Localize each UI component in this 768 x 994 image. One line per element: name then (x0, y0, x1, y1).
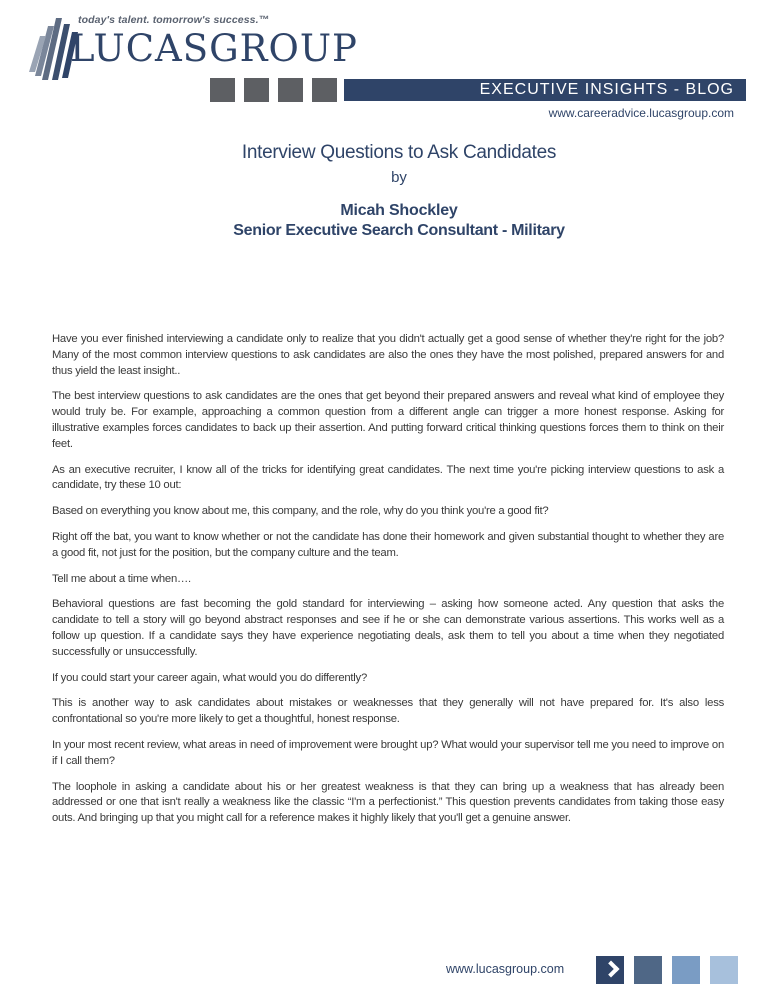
question-heading: Based on everything you know about me, this company, and the role, why do you think you're a good fit? (52, 505, 549, 518)
footer-block (634, 956, 662, 984)
author-name: Micah Shockley (340, 202, 458, 219)
decorative-square (244, 78, 269, 102)
brand-name: LUCASGROUP (70, 27, 358, 70)
paragraph: This is another way to ask candidates about mistakes or weaknesses that they generally will not have prepared for. It's also less confrontational so you're more likely to get a thoughtful, honest response. (52, 697, 724, 726)
paragraph: The best interview questions to ask candidates are the ones that get beyond their prepared answers and reveal what kind of employee they would truly be. For example, approaching a common question from a different angle can trigger a more honest response. Asking for illustrative examples forces candidates to back up their assertion. And putting forward critical thinking questions forces them to think on their feet. (52, 390, 724, 450)
lucas-group-logo (24, 12, 358, 86)
author-role: Senior Executive Search Consultant - Military (233, 222, 565, 239)
paragraph: Behavioral questions are fast becoming the gold standard for interviewing – asking how someone acted. Any question that asks the candidate to tell a story will go beyond abstract responses and see if he or she can demonstrate various assertions. This works well as a follow up question. If a candidate says they have experience negotiating deals, ask them to tell you about a time when they negotiated successfully or unsuccessfully. (52, 598, 724, 658)
article-body (52, 332, 724, 837)
executive-insights-banner: EXECUTIVE INSIGHTS - BLOG (344, 79, 746, 101)
decorative-square (312, 78, 337, 102)
question-heading: Tell me about a time when…. (52, 572, 191, 585)
decorative-square (210, 78, 235, 102)
decorative-square (278, 78, 303, 102)
footer-color-blocks (596, 956, 738, 984)
footer-website-link[interactable]: www.lucasgroup.com (446, 962, 565, 976)
document-title: Interview Questions to Ask Candidates (241, 142, 557, 163)
paragraph: Right off the bat, you want to know whether or not the candidate has done their homework and given substantial thought to whether they are a good fit, not just for the position, but the company culture and the team. (52, 530, 724, 559)
tagline: today's talent. tomorrow's success.™ (78, 14, 270, 26)
question-heading: If you could start your career again, what would you do differently? (52, 671, 367, 684)
title-block (0, 142, 768, 240)
question-heading: In your most recent review, what areas in need of improvement were brought up? What would your supervisor tell me you need to improve on if I call them? (52, 738, 724, 767)
paragraph: As an executive recruiter, I know all of the tricks for identifying great candidates. The next time you're picking interview questions to ask a candidate, try these 10 out: (52, 463, 724, 492)
footer-block (710, 956, 738, 984)
chevron-right-icon (596, 956, 624, 984)
footer-block (672, 956, 700, 984)
blog-url-link[interactable]: www.careeradvice.lucasgroup.com (548, 106, 734, 120)
paragraph: The loophole in asking a candidate about his or her greatest weakness is that they can bring up a weakness that has already been addressed or one that isn't really a weakness like the classic “I'm a perfectionist.” This question prevents candidates from taking those easy outs. And bringing up that you might call for a reference makes it highly likely that you'll get a genuine answer. (52, 780, 724, 825)
decorative-squares (210, 78, 337, 102)
byline-by: by (391, 169, 407, 186)
paragraph: Have you ever finished interviewing a candidate only to realize that you didn't actually get a good sense of whether they're right for the job? Many of the most common interview questions to ask candidates are also the ones they have the most polished, prepared answers for and thus yield the least insight.. (52, 333, 724, 377)
